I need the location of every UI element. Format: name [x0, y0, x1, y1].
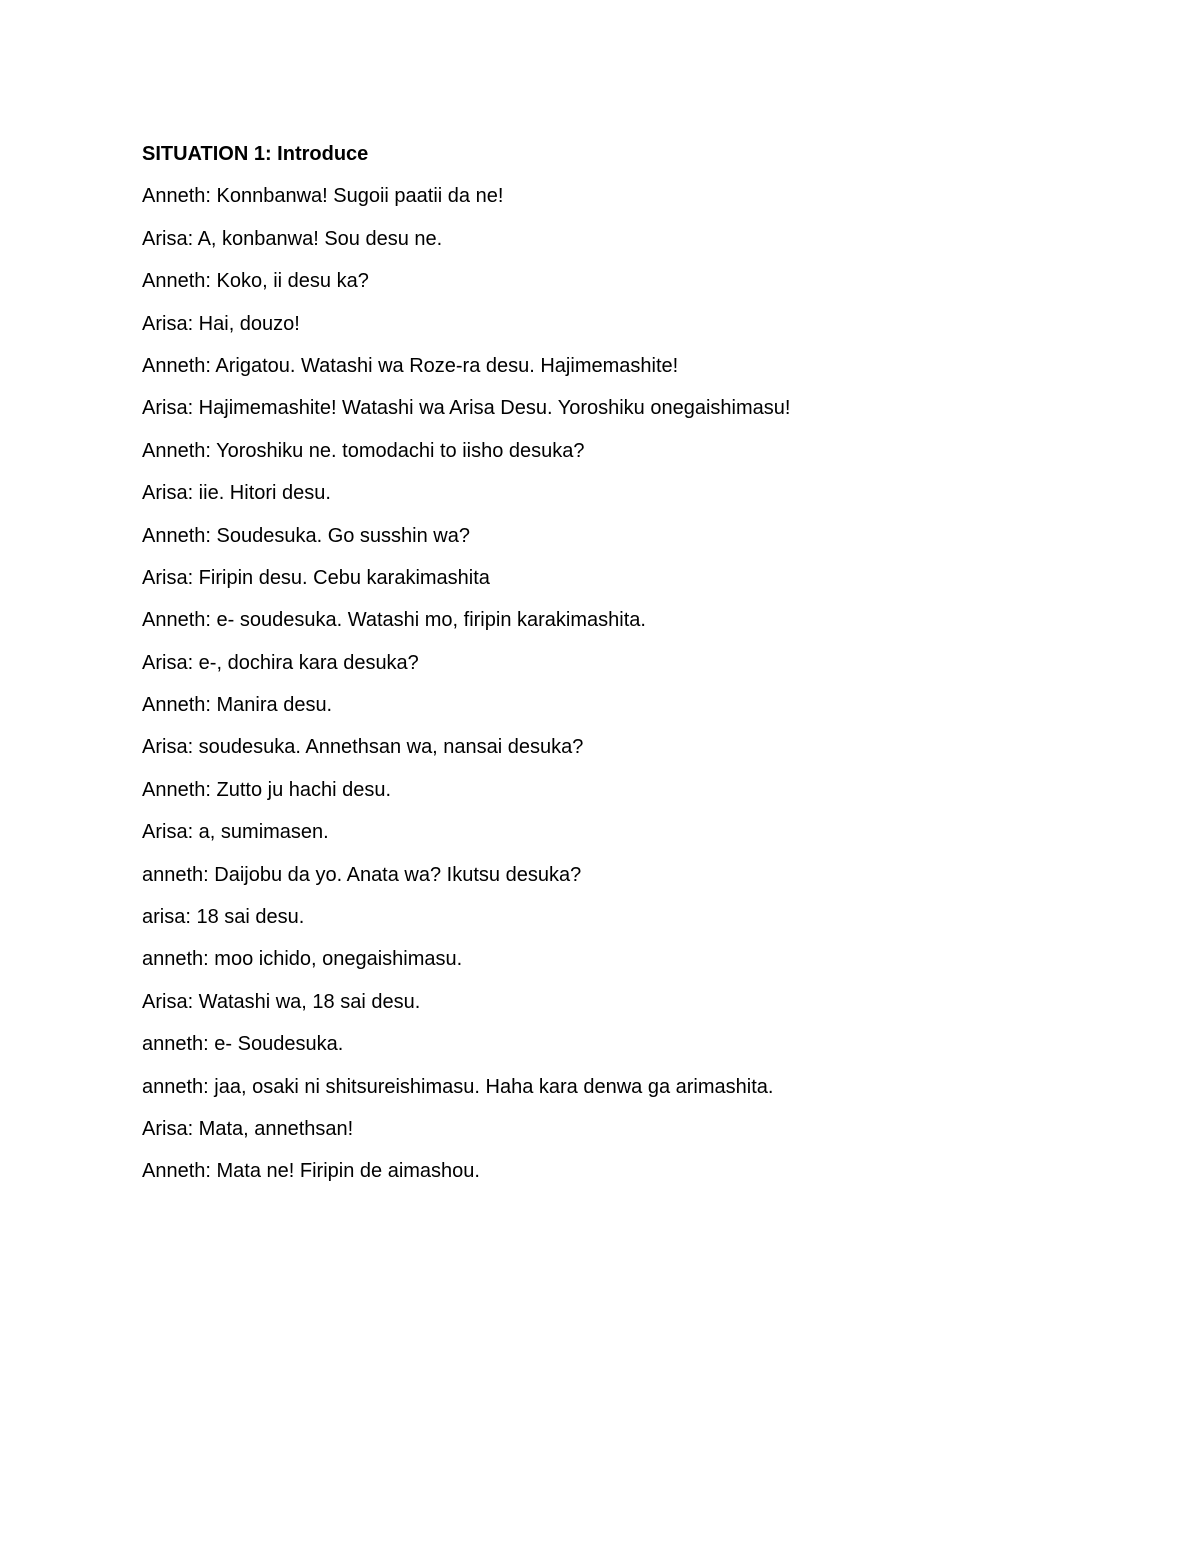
dialogue-line: Arisa: Firipin desu. Cebu karakimashita [142, 566, 490, 589]
dialogue-line: Arisa: e-, dochira kara desuka? [142, 651, 419, 674]
dialogue-line: Anneth: Manira desu. [142, 694, 333, 717]
dialogue-line: Arisa: Watashi wa, 18 sai desu. [142, 990, 421, 1013]
dialogue-line: Arisa: Hai, douzo! [142, 312, 300, 335]
dialogue-line: Arisa: soudesuka. Annethsan wa, nansai desuka? [142, 736, 584, 759]
dialogue-line: Arisa: A, konbanwa! Sou desu ne. [142, 227, 443, 250]
dialogue-line: Arisa: iie. Hitori desu. [142, 482, 331, 505]
dialogue-line: Anneth: Koko, ii desu ka? [142, 270, 369, 293]
dialogue-line: Arisa: Mata, annethsan! [142, 1117, 354, 1140]
dialogue-line: anneth: Daijobu da yo. Anata wa? Ikutsu desuka? [142, 863, 582, 886]
dialogue-line: arisa: 18 sai desu. [142, 906, 305, 929]
dialogue-line: anneth: jaa, osaki ni shitsureishimasu. Haha kara denwa ga arimashita. [142, 1075, 774, 1098]
dialogue-line: Arisa: Hajimemashite! Watashi wa Arisa Desu. Yoroshiku onegaishimasu! [142, 397, 791, 420]
dialogue-line: Anneth: Konnbanwa! Sugoii paatii da ne! [142, 185, 504, 208]
dialogue-line: Anneth: Zutto ju hachi desu. [142, 778, 392, 801]
dialogue-line: Anneth: Arigatou. Watashi wa Roze-ra desu. Hajimemashite! [142, 354, 679, 377]
dialogue-line: anneth: moo ichido, onegaishimasu. [142, 948, 463, 971]
dialogue-body [142, 141, 1102, 1201]
dialogue-line: anneth: e- Soudesuka. [142, 1033, 344, 1056]
dialogue-line: Anneth: Soudesuka. Go susshin wa? [142, 524, 470, 547]
dialogue-line: Arisa: a, sumimasen. [142, 821, 329, 844]
dialogue-line: Anneth: e- soudesuka. Watashi mo, firipin karakimashita. [142, 609, 646, 632]
situation-heading: SITUATION 1: Introduce [142, 143, 369, 165]
dialogue-line: Anneth: Mata ne! Firipin de aimashou. [142, 1160, 480, 1183]
dialogue-line: Anneth: Yoroshiku ne. tomodachi to iisho desuka? [142, 439, 585, 462]
